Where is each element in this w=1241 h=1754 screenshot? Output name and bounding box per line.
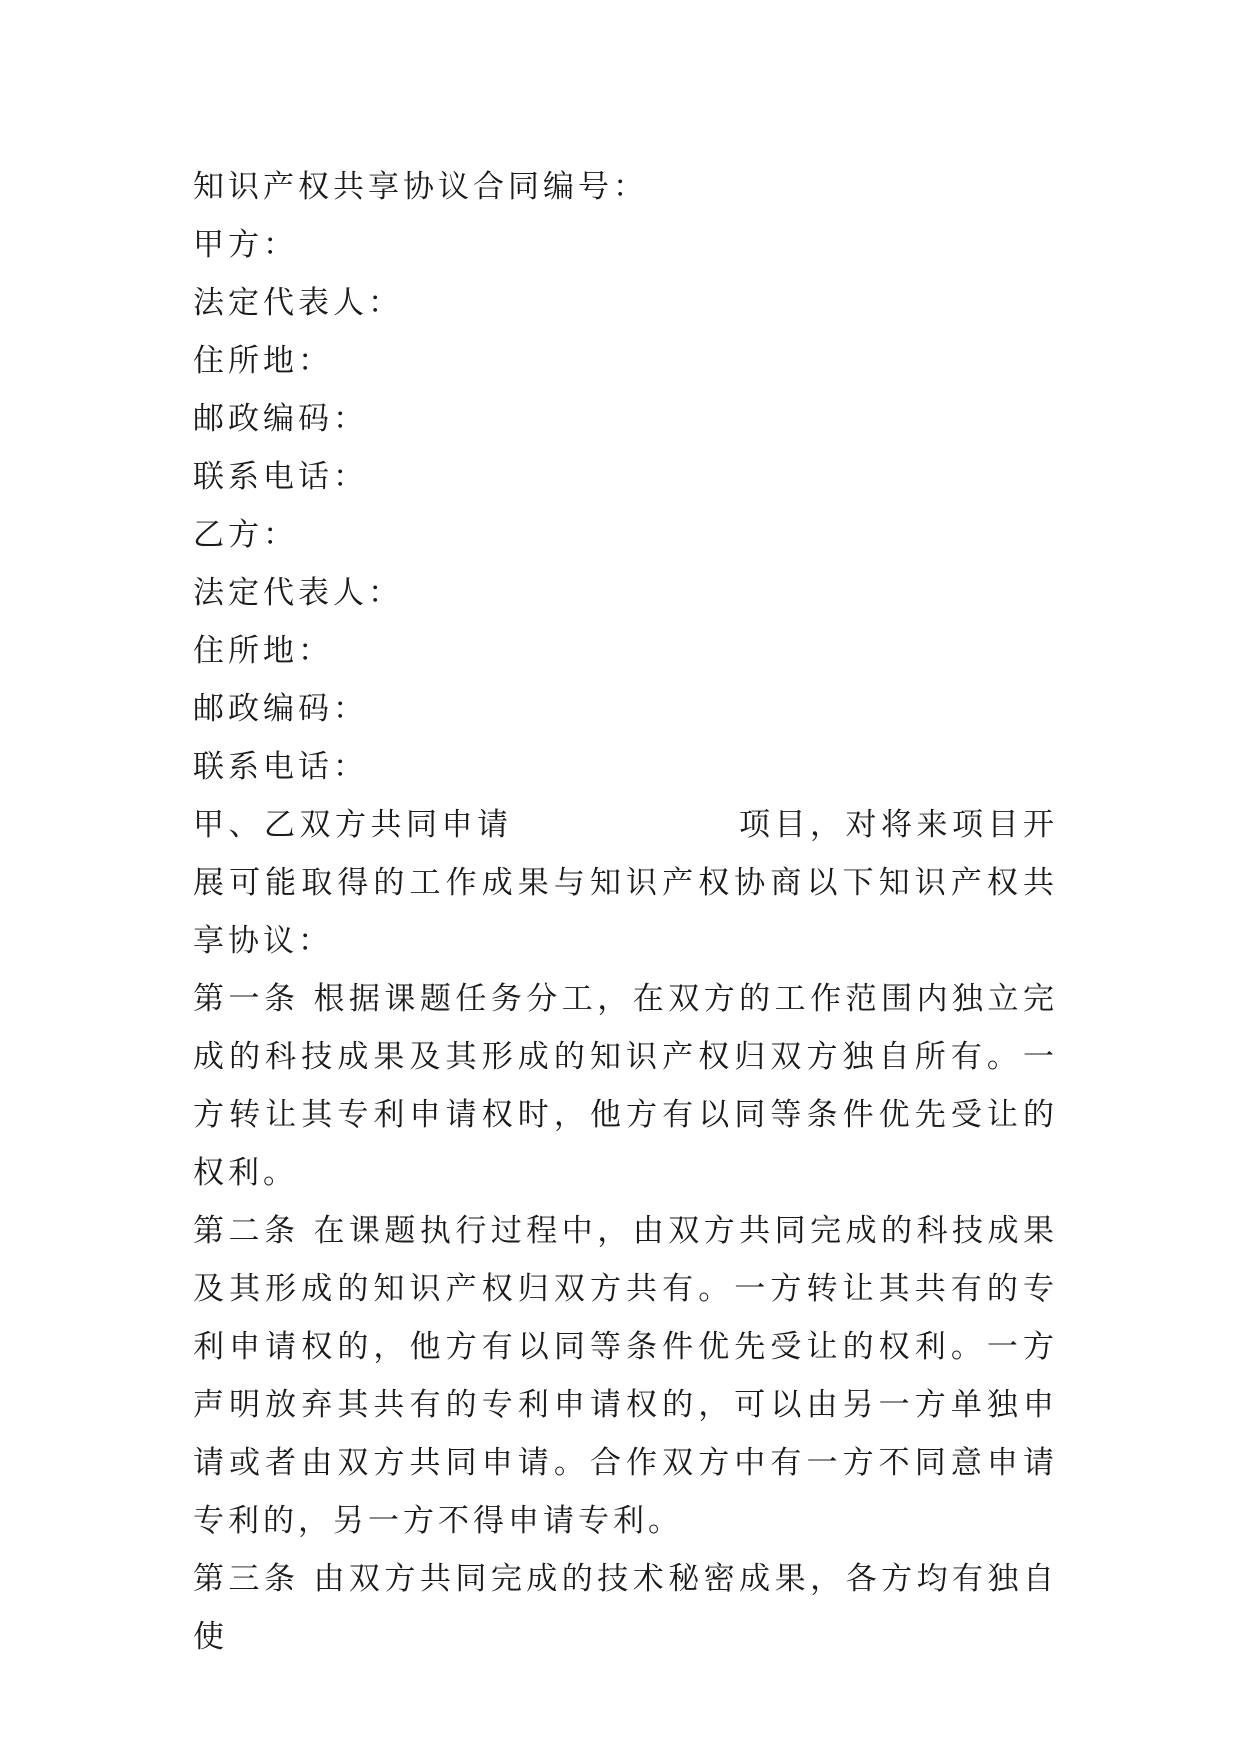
article-3 xyxy=(193,1550,1058,1666)
preamble-part-2: 项目，对将来项目开展可能取得的工作成果与知识产权协商以下知识产权共享协议： xyxy=(193,807,1058,959)
article-3-number: 第三条 xyxy=(193,1561,300,1597)
article-3-text: 由双方共同完成的技术秘密成果，各方均有独自使 xyxy=(193,1561,1059,1655)
article-2 xyxy=(193,1202,1058,1550)
article-2-text: 在课题执行过程中，由双方共同完成的科技成果及其形成的知识产权归双方共有。一方转让其共有的专利申请权的，他方有以同等条件优先受让的权利。一方声明放弃其共有的专利申请权的，可以由另一方单独申请或者由双方共同申请。合作双方中有一方不同意申请专利的，另一方不得申请专利。 xyxy=(193,1213,1059,1539)
party-a-legal-rep: 法定代表人： xyxy=(193,285,403,321)
contract-title: 知识产权共享协议合同编号： xyxy=(193,169,648,205)
party-b-phone: 联系电话： xyxy=(193,749,368,785)
party-a-address: 住所地： xyxy=(193,343,333,379)
article-2-number: 第二条 xyxy=(193,1213,300,1249)
party-b-legal-rep: 法定代表人： xyxy=(193,575,403,611)
article-1 xyxy=(193,970,1058,1202)
party-b-address: 住所地： xyxy=(193,633,333,669)
document-body xyxy=(193,158,1058,1666)
party-a-label: 甲方： xyxy=(193,227,298,263)
party-b-label: 乙方： xyxy=(193,517,298,553)
article-1-text: 根据课题任务分工，在双方的工作范围内独立完成的科技成果及其形成的知识产权归双方独自所有。一方转让其专利申请权时，他方有以同等条件优先受让的权利。 xyxy=(193,981,1059,1191)
party-a-postcode: 邮政编码： xyxy=(193,401,368,437)
article-1-number: 第一条 xyxy=(193,981,300,1017)
preamble-part-1: 甲、乙双方共同申请 xyxy=(193,807,513,843)
preamble-paragraph xyxy=(193,796,1058,970)
party-a-phone: 联系电话： xyxy=(193,459,368,495)
party-b-postcode: 邮政编码： xyxy=(193,691,368,727)
